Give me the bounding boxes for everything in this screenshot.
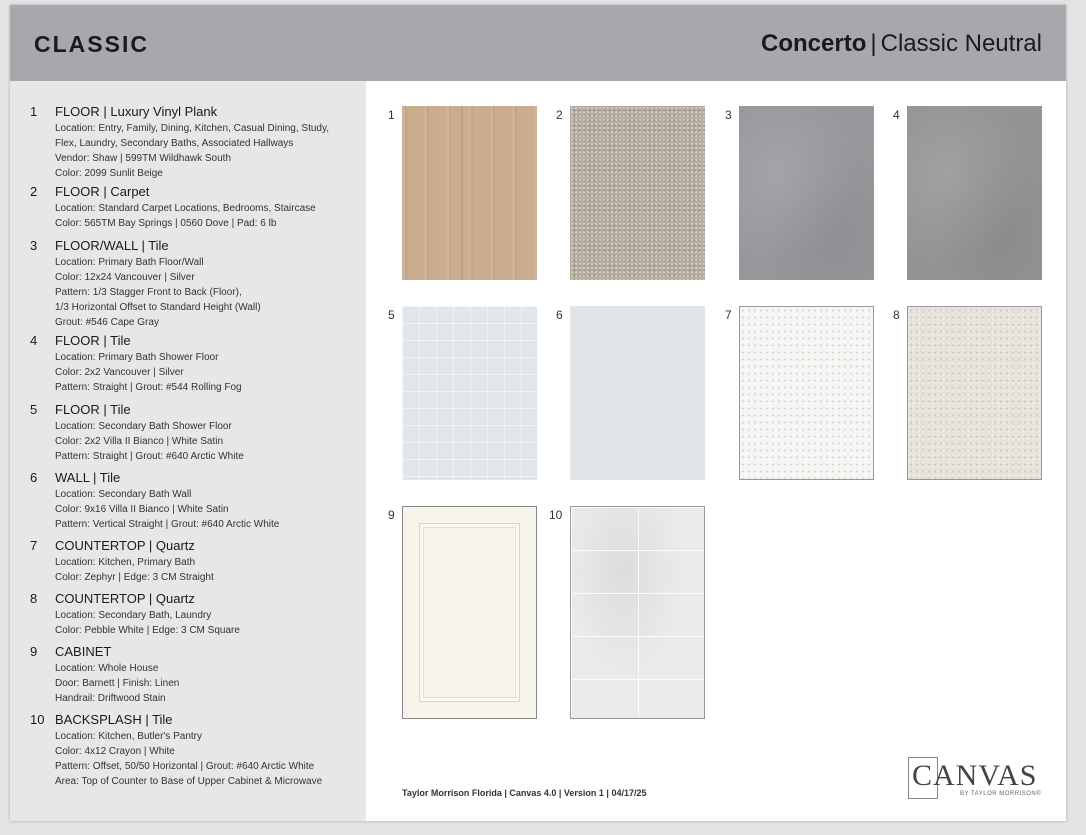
spec-item-number: 1 (30, 104, 38, 119)
spec-item-heading: FLOOR/WALL | Tile (55, 238, 169, 253)
spec-detail-line: Handrail: Driftwood Stain (55, 693, 166, 704)
spec-detail-line: Color: 12x24 Vancouver | Silver (55, 272, 195, 283)
swatch-number: 10 (549, 508, 563, 522)
spec-item-heading: FLOOR | Tile (55, 402, 131, 417)
spec-detail-line: Flex, Laundry, Secondary Baths, Associated Hallways (55, 138, 294, 149)
spec-item-heading: FLOOR | Carpet (55, 184, 150, 199)
spec-detail-line: Color: 9x16 Villa II Bianco | White Satin (55, 504, 229, 515)
spec-list (10, 81, 366, 821)
spec-item-details (55, 201, 355, 231)
swatch-number: 5 (388, 308, 395, 322)
spec-detail-line: Pattern: Offset, 50/50 Horizontal | Grout: #640 Arctic White (55, 761, 315, 772)
spec-item-details (55, 487, 355, 532)
spec-detail-line: Location: Entry, Family, Dining, Kitchen, Casual Dining, Study, (55, 123, 330, 134)
spec-detail-line: Color: Zephyr | Edge: 3 CM Straight (55, 572, 214, 583)
spec-detail-line: Location: Kitchen, Butler's Pantry (55, 731, 202, 742)
spec-detail-line: Location: Primary Bath Floor/Wall (55, 257, 204, 268)
material-swatch (907, 306, 1042, 480)
spec-detail-line: Pattern: Straight | Grout: #640 Arctic White (55, 451, 244, 462)
spec-item-details (55, 350, 355, 395)
spec-detail-line: Color: 565TM Bay Springs | 0560 Dove | Pad: 6 lb (55, 218, 277, 229)
scheme-name: Classic Neutral (880, 30, 1042, 57)
swatch-number: 4 (893, 108, 900, 122)
spec-detail-line: Vendor: Shaw | 599TM Wildhawk South (55, 153, 232, 164)
swatch-number: 1 (388, 108, 395, 122)
spec-detail-line: Location: Primary Bath Shower Floor (55, 352, 219, 363)
footer-note: Taylor Morrison Florida | Canvas 4.0 | Version 1 | 04/17/25 (402, 788, 647, 798)
spec-item-heading: COUNTERTOP | Quartz (55, 538, 195, 553)
spec-item-heading: WALL | Tile (55, 470, 121, 485)
material-swatch (402, 106, 537, 280)
canvas-logo (908, 757, 1044, 802)
swatch-number: 9 (388, 508, 395, 522)
page-title (761, 30, 1042, 58)
spec-detail-line: Color: 4x12 Crayon | White (55, 746, 175, 757)
material-swatch (402, 506, 537, 719)
material-swatch (907, 106, 1042, 280)
collection-brand: CLASSIC (34, 31, 149, 57)
spec-item-details (55, 729, 355, 789)
material-swatch (739, 106, 874, 280)
spec-detail-line: Pattern: Straight | Grout: #544 Rolling Fog (55, 382, 242, 393)
spec-item-number: 3 (30, 238, 38, 253)
spec-detail-line: Color: Pebble White | Edge: 3 CM Square (55, 625, 240, 636)
spec-item-details (55, 419, 355, 464)
spec-item-heading: COUNTERTOP | Quartz (55, 591, 195, 606)
spec-item-number: 2 (30, 184, 38, 199)
swatch-number: 7 (725, 308, 732, 322)
spec-item-details (55, 255, 355, 330)
spec-item-number: 8 (30, 591, 38, 606)
spec-detail-line: 1/3 Horizontal Offset to Standard Height (Wall) (55, 302, 261, 313)
spec-item-heading: FLOOR | Luxury Vinyl Plank (55, 104, 218, 119)
spec-detail-line: Location: Whole House (55, 663, 159, 674)
spec-detail-line: Color: 2x2 Villa II Bianco | White Satin (55, 436, 224, 447)
material-swatch (570, 506, 705, 719)
spec-item-number: 10 (30, 712, 45, 727)
material-swatch (402, 306, 537, 480)
swatch-number: 3 (725, 108, 732, 122)
spec-item-details (55, 661, 355, 706)
spec-item-heading: FLOOR | Tile (55, 333, 131, 348)
swatch-number: 6 (556, 308, 563, 322)
spec-detail-line: Location: Secondary Bath Shower Floor (55, 421, 232, 432)
spec-detail-line: Location: Secondary Bath Wall (55, 489, 192, 500)
swatch-number: 2 (556, 108, 563, 122)
spec-item-number: 9 (30, 644, 38, 659)
spec-detail-line: Grout: #546 Cape Gray (55, 317, 159, 328)
spec-detail-line: Area: Top of Counter to Base of Upper Cabinet & Microwave (55, 776, 323, 787)
spec-detail-line: Pattern: Vertical Straight | Grout: #640 Arctic White (55, 519, 280, 530)
spec-item-heading: CABINET (55, 644, 112, 659)
selection-sheet (10, 5, 1066, 821)
spec-item-details (55, 555, 355, 585)
spec-item-number: 4 (30, 333, 38, 348)
spec-detail-line: Color: 2x2 Vancouver | Silver (55, 367, 184, 378)
logo-tagline: BY TAYLOR MORRISON® (960, 791, 1042, 797)
header-bar (10, 5, 1066, 81)
material-swatch (739, 306, 874, 480)
spec-detail-line: Door: Barnett | Finish: Linen (55, 678, 180, 689)
spec-detail-line: Location: Secondary Bath, Laundry (55, 610, 212, 621)
logo-wordmark: CANVAS (912, 759, 1038, 792)
spec-item-heading: BACKSPLASH | Tile (55, 712, 173, 727)
spec-item-details (55, 121, 355, 181)
spec-item-details (55, 608, 355, 638)
spec-detail-line: Pattern: 1/3 Stagger Front to Back (Floor), (55, 287, 242, 298)
material-swatch (570, 306, 705, 480)
material-swatch (570, 106, 705, 280)
spec-item-number: 7 (30, 538, 38, 553)
spec-item-number: 5 (30, 402, 38, 417)
cabinet-door-panel (419, 523, 520, 702)
spec-detail-line: Color: 2099 Sunlit Beige (55, 168, 163, 179)
spec-item-number: 6 (30, 470, 38, 485)
plan-name: Concerto (761, 30, 867, 57)
swatch-number: 8 (893, 308, 900, 322)
spec-detail-line: Location: Kitchen, Primary Bath (55, 557, 196, 568)
title-separator: | (870, 30, 877, 57)
spec-detail-line: Location: Standard Carpet Locations, Bedrooms, Staircase (55, 203, 316, 214)
